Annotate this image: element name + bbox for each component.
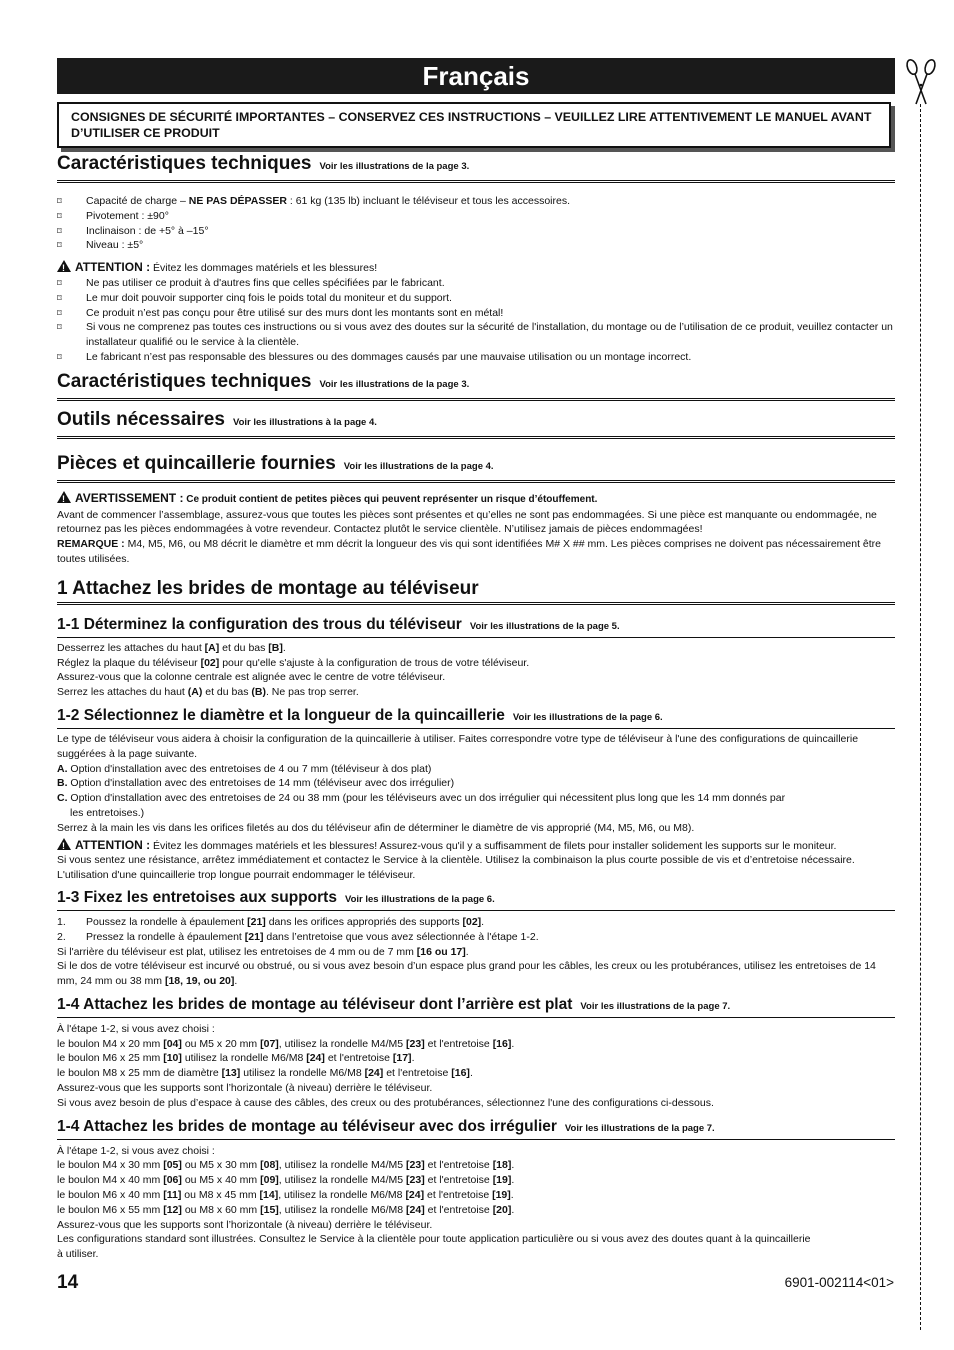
step-1-2-attention: !ATTENTION : Évitez les dommages matériels et les blessures! Assurez-vous qu'il y a suffisamment de filets pour installer solidement les supports sur le moniteur. [57,838,895,854]
step-1-2-body: Le type de téléviseur vous aidera à choisir la configuration de la quincaillerie à utiliser. Faites correspondre votre type de téléviseur à l'une des configurations de quincaillerie suggérées à la page suivante. A. Option d'installation avec des entretoises de 4 ou 7 mm (téléviseur à dos plat) B. Option d'installation avec des entretoises de 14 mm (téléviseur avec dos irrégulier) C. Option d'installation avec des entretoises de 24 ou 38 mm (pour les téléviseurs avec un dos irrégulier qui nécessitent plus long que les 14 mm donnés par les entretoises.) Serrez à la main les vis dans les orifices filetés au dos du téléviseur afin de déterminer le diamètre de vis approprié (M4, M5, M6, ou M8). [57,732,859,834]
step-1-4-irregular-body: À l'étape 1-2, si vous avez choisi : le boulon M4 x 30 mm [05] ou M5 x 30 mm [08], utilisez la rondelle M4/M5 [23] et l'entretoise [18]. le boulon M4 x 40 mm [06] ou M5 x 40 mm [09], utilisez la rondelle M4/M5 [23] et l'entretoise [19]. le boulon M6 x 40 mm [11] ou M8 x 45 mm [14], utilisez la rondelle M6/M8 [24] et l'entretoise [19]. le boulon M6 x 55 mm [12] ou M8 x 60 mm [15], utilisez la rondelle M6/M8 [24] et l'entretoise [20]. Assurez-vous que les supports sont l’horizontale (à niveau) derrière le téléviseur. Les configurations standard sont illustrées. Consultez le Service à la clientèle pour toute application particulière ou si vous avez des doutes quant à la quincaillerie à utiliser. [57,1144,811,1261]
step-1-4-irregular-heading: 1-4 Attachez les brides de montage au téléviseur avec dos irrégulier Voir les illustrations de la page 7. [57,1117,895,1140]
parts-body: Avant de commencer l’assemblage, assurez-vous que toutes les pièces sont présentes et qu’elles ne sont pas endommagées. Si une pièce est manquante ou endommagée, ne retournez pas les pièces endommagées à votre revendeur. Contactez plutôt le service clientèle. N’utilisez jamais de pièces endommagées! REMARQUE : M4, M5, M6, ou M8 décrit le diamètre et mm décrit la longueur des vis qui sont identifiées M# X ## mm. Les pièces comprises ne doivent pas nécessairement être toutes utilisées. [57,508,882,565]
page-content [57,58,895,1262]
specs-list [57,194,895,253]
document-code: 6901-002114<01> [784,1275,894,1290]
specs2-heading: Caractéristiques techniques Voir les illustrations de la page 3. [57,371,895,401]
scissors-icon [904,58,938,106]
step-1-3-heading: 1-3 Fixez les entretoises aux supports Voir les illustrations de la page 6. [57,888,895,911]
list-item: ⌑ Inclinaison : de +5° à –15° [57,224,895,239]
safety-notice: CONSIGNES DE SÉCURITÉ IMPORTANTES – CONSERVEZ CES INSTRUCTIONS – VEUILLEZ LIRE ATTENTIVEMENT LE MANUEL AVANT D’UTILISER CE PRODUIT [57,102,891,148]
specs-ref: Voir les illustrations de la page 3. [319,161,470,172]
parts-heading: Pièces et quincaillerie fournies Voir les illustrations de la page 4. [57,453,895,483]
list-item: ⌑ Le mur doit pouvoir supporter cinq fois le poids total du moniteur et du support. [57,291,895,306]
step-1-3-body: Si l'arrière du téléviseur est plat, utilisez les entretoises de 4 mm ou de 7 mm [16 ou 17]. Si le dos de votre téléviseur est incurvé ou obstrué, ou si vous avez besoin d’un espace plus grand pour les câbles, les creux ou les protubérances, utilisez les entretoises de 14 mm, 24 mm ou 38 mm [18, 19, ou 20]. [57,945,876,988]
specs-heading [57,153,895,183]
list-item: ⌑ Niveau : ±5° [57,238,895,253]
warning-icon [57,260,71,272]
list-item: ⌑ Le fabricant n’est pas responsable des blessures ou des dommages causés par une mauvaise utilisation ou un montage incorrect. [57,350,895,365]
attention-list [57,276,895,365]
specs-title: Caractéristiques techniques [57,153,312,174]
language-title: Français [57,58,895,94]
list-item: ⌑ Ce produit n’est pas conçu pour être utilisé sur des murs dont les montants sont en métal! [57,306,895,321]
step-1-2-attention-body: Si vous sentez une résistance, arrêtez immédiatement et contactez le Service à la clientèle. Utilisez la combinaison la plus courte possible de vis et d’entretoise nécessaire. L'utilisation d'une quincaillerie trop longue pourrait endommager le téléviseur. [57,854,855,882]
step1-heading: 1 Attachez les brides de montage au téléviseur [57,578,895,605]
tools-heading: Outils nécessaires Voir les illustrations à la page 4. [57,409,895,439]
step-1-3-list [57,915,895,945]
step-1-4-flat-heading: 1-4 Attachez les brides de montage au téléviseur dont l’arrière est plat Voir les illustrations de la page 7. [57,995,895,1018]
list-item: ⌑ Ne pas utiliser ce produit à d'autres fins que celles spécifiées par le fabricant. [57,276,895,291]
step-1-1-heading: 1-1 Déterminez la configuration des trous du téléviseur Voir les illustrations de la page 5. [57,615,895,638]
parts-warning: !AVERTISSEMENT : Ce produit contient de petites pièces qui peuvent représenter un risque d’étouffement. [57,491,895,508]
attention-notice: !ATTENTION : Évitez les dommages matériels et les blessures! [57,260,895,276]
warning-icon [57,491,71,503]
list-item: ⌑ Capacité de charge – NE PAS DÉPASSER : 61 kg (135 lb) incluant le téléviseur et tous les accessoires. [57,194,895,209]
cut-line [920,104,921,1330]
list-item: 2. Pressez la rondelle à épaulement [21] dans l’entretoise que vous avez sélectionnée à l'étape 1-2. [57,930,539,943]
step-1-1-body: Desserrez les attaches du haut [A] et du bas [B]. Réglez la plaque du téléviseur [02] pour qu'elle s'ajuste à la configuration de trous de votre téléviseur. Assurez-vous que la colonne centrale est alignée avec le centre de votre téléviseur. Serrez les attaches du haut (A) et du bas (B). Ne pas trop serrer. [57,641,530,699]
list-item: ⌑ Si vous ne comprenez pas toutes ces instructions ou si vous avez des doutes sur la sécurité de l'installation, du montage ou de l’utilisation de ce produit, veuillez contacter un installateur qualifié ou le service à la clientèle. [57,320,895,350]
step-1-4-flat-body: À l'étape 1-2, si vous avez choisi : le boulon M4 x 20 mm [04] ou M5 x 20 mm [07], utilisez la rondelle M4/M5 [23] et l'entretoise [16]. le boulon M6 x 25 mm [10] utilisez la rondelle M6/M8 [24] et l'entretoise [17]. le boulon M8 x 25 mm de diamètre [13] utilisez la rondelle M6/M8 [24] et l'entretoise [16]. Assurez-vous que les supports sont l’horizontale (à niveau) derrière le téléviseur. Si vous avez besoin de plus d’espace à cause des câbles, des creux ou des protubérances, sélectionnez l'une des configurations ci-dessous. [57,1022,714,1109]
list-item: 1. Poussez la rondelle à épaulement [21] dans les orifices appropriés des supports [02]. [57,915,485,928]
page-number: 14 [57,1272,79,1293]
step-1-2-heading: 1-2 Sélectionnez le diamètre et la longueur de la quincaillerie Voir les illustrations de la page 6. [57,706,895,729]
list-item: ⌑ Pivotement : ±90° [57,209,895,224]
warning-icon [57,838,71,850]
